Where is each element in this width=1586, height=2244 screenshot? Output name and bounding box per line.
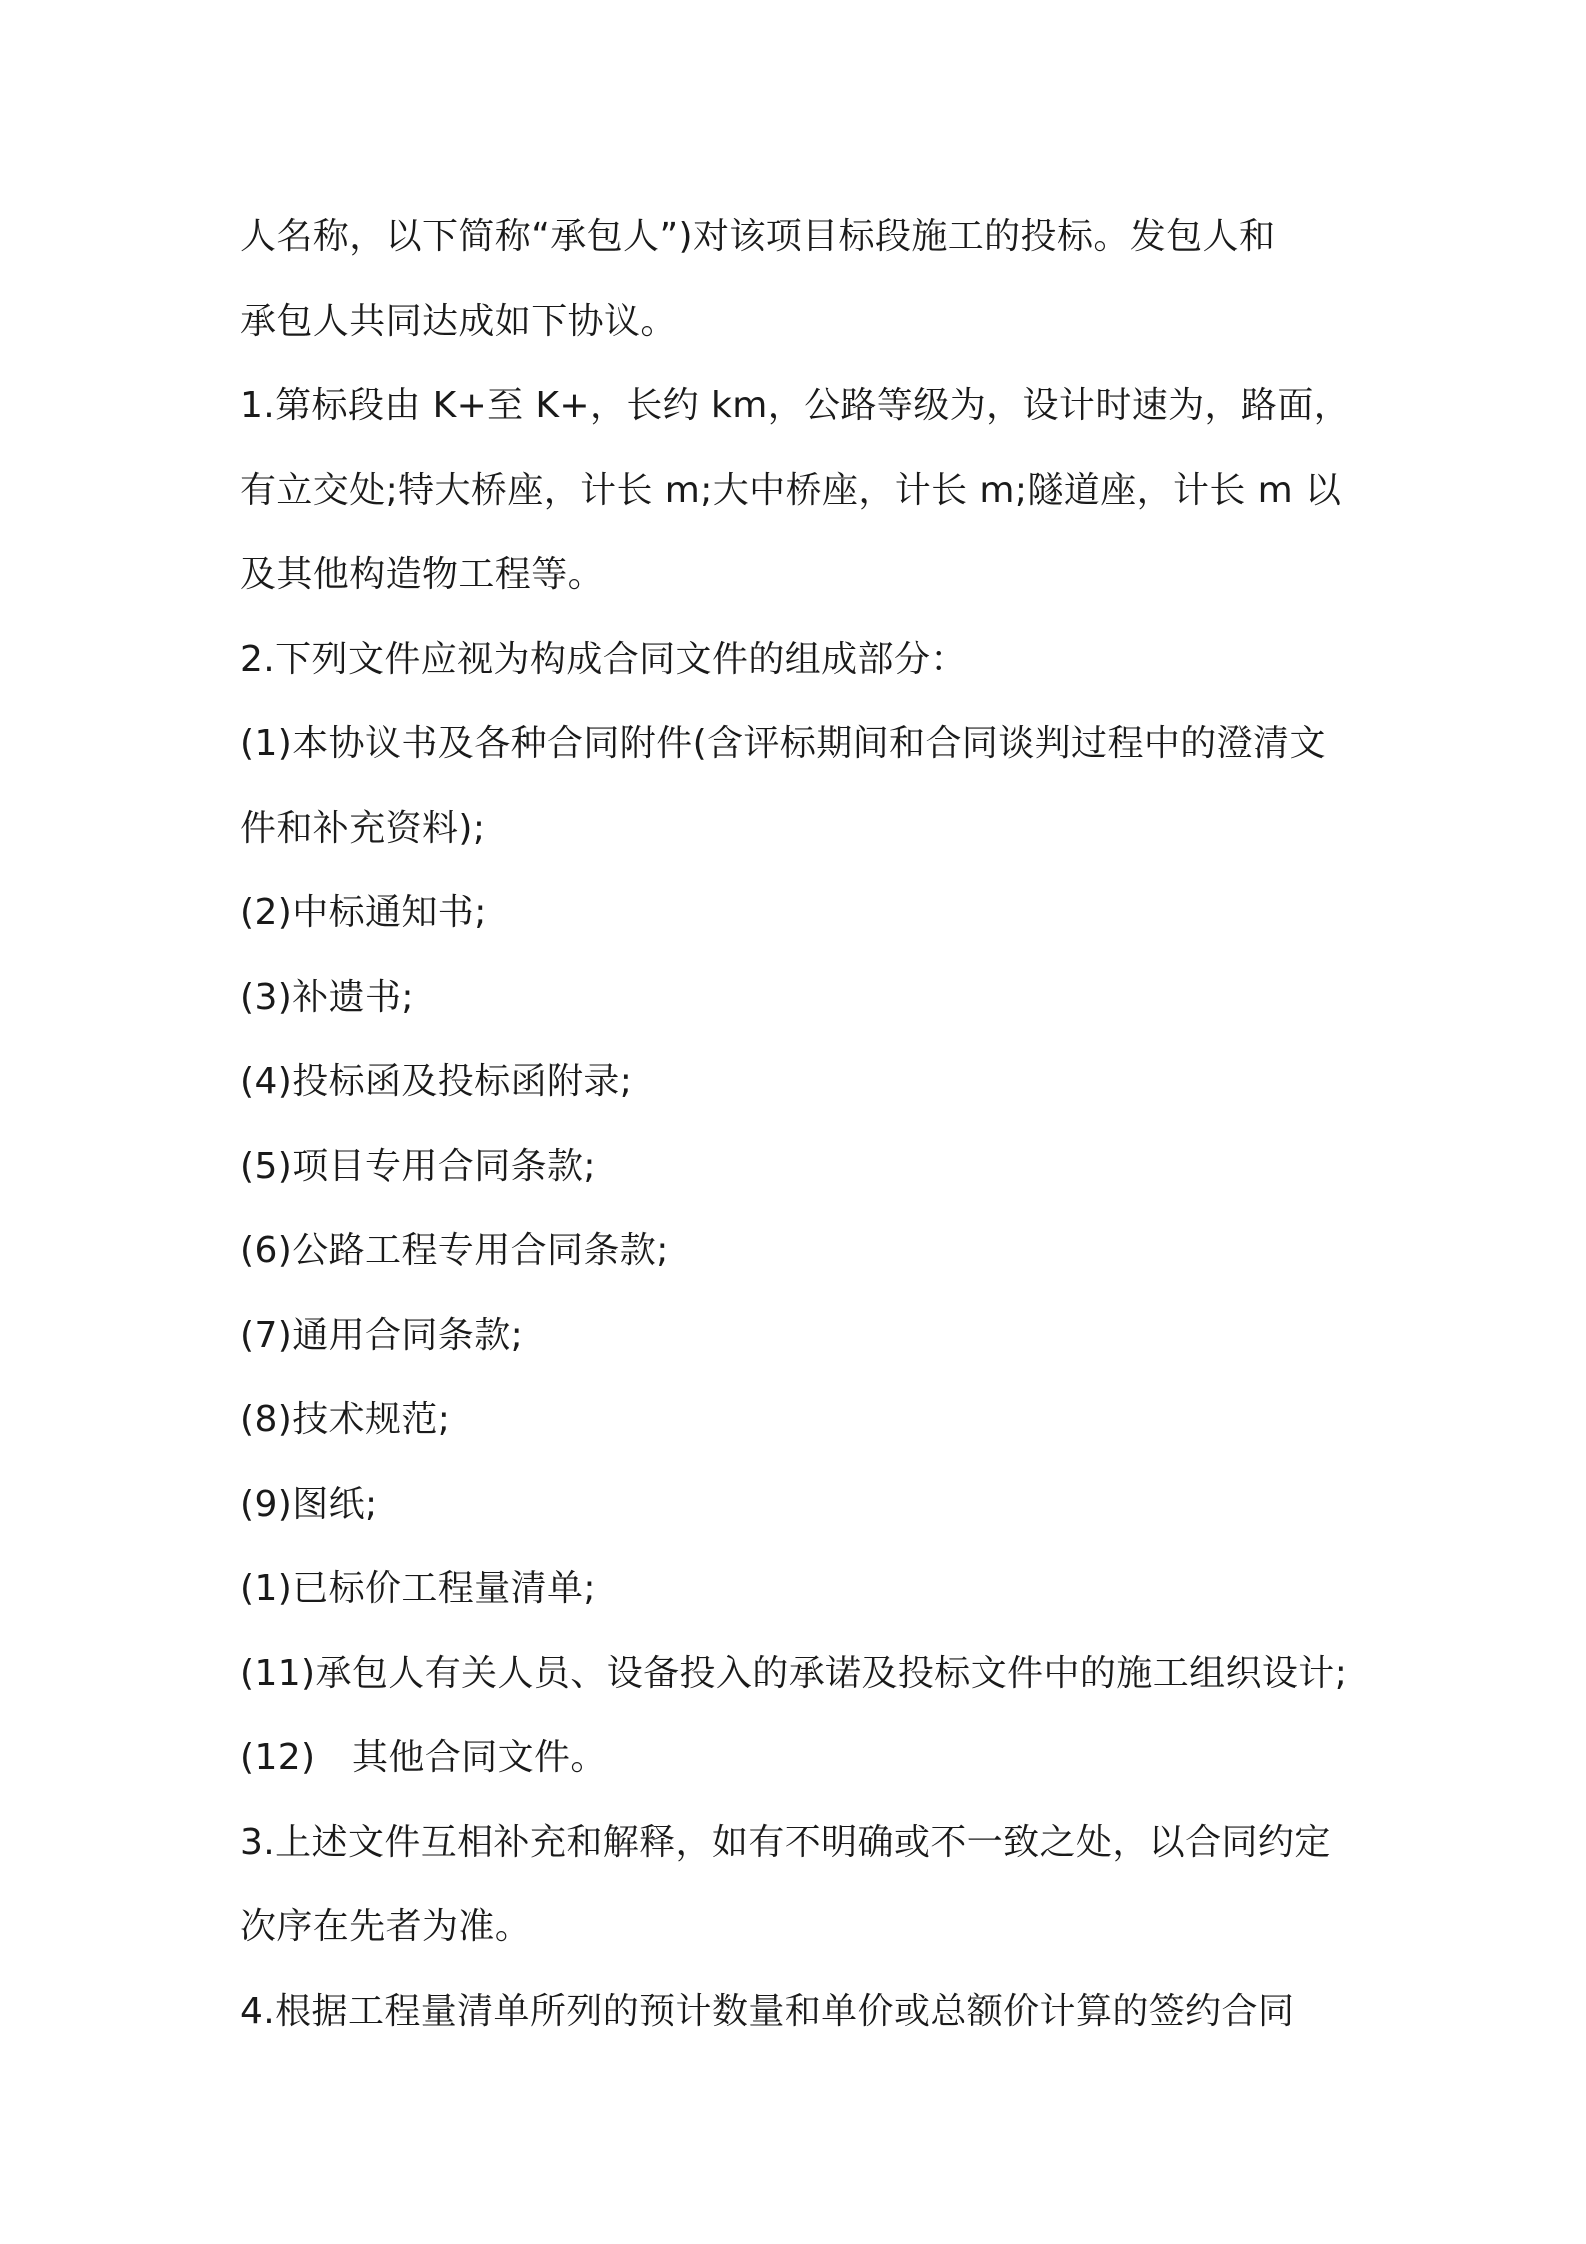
- text-line: 人名称，以下简称“承包人”)对该项目标段施工的投标。发包人和: [240, 216, 1276, 257]
- text-line: 及其他构造物工程等。: [240, 554, 605, 595]
- list-item-text: 其他合同文件。: [352, 1737, 607, 1778]
- list-item: (9)图纸;: [240, 1483, 378, 1525]
- text-line: 有立交处;特大桥座，计长 m;大中桥座，计长 m;隧道座，计长 m 以: [240, 469, 1342, 511]
- clause-3: 3.上述文件互相补充和解释，如有不明确或不一致之处，以合同约定: [240, 1821, 1331, 1863]
- document-body: [240, 195, 1360, 2054]
- text-line: 承包人共同达成如下协议。: [240, 300, 677, 342]
- text-line: 次序在先者为准。: [240, 1906, 532, 1947]
- list-item: (5)项目专用合同条款;: [240, 1145, 596, 1187]
- list-item: (1)本协议书及各种合同附件(含评标期间和合同谈判过程中的澄清文: [240, 723, 1326, 764]
- list-item-12: [240, 1716, 1360, 1801]
- clause-2: 2.下列文件应视为构成合同文件的组成部分：: [240, 638, 967, 680]
- clause-4: 4.根据工程量清单所列的预计数量和单价或总额价计算的签约合同: [240, 1990, 1295, 2032]
- list-item: (1)已标价工程量清单;: [240, 1568, 596, 1609]
- list-item: (4)投标函及投标函附录;: [240, 1061, 633, 1102]
- list-item: (6)公路工程专用合同条款;: [240, 1230, 669, 1271]
- list-item-number: (12): [240, 1737, 316, 1778]
- list-item: (3)补遗书;: [240, 976, 414, 1018]
- list-item: (8)技术规范;: [240, 1399, 451, 1440]
- list-item: (7)通用合同条款;: [240, 1314, 524, 1356]
- list-item: (2)中标通知书;: [240, 892, 487, 933]
- list-item: (11)承包人有关人员、设备投入的承诺及投标文件中的施工组织设计;: [240, 1652, 1348, 1694]
- text-line: 件和补充资料);: [240, 807, 486, 849]
- clause-1: 1.第标段由 K+至 K+，长约 km，公路等级为，设计时速为，路面，: [240, 385, 1351, 426]
